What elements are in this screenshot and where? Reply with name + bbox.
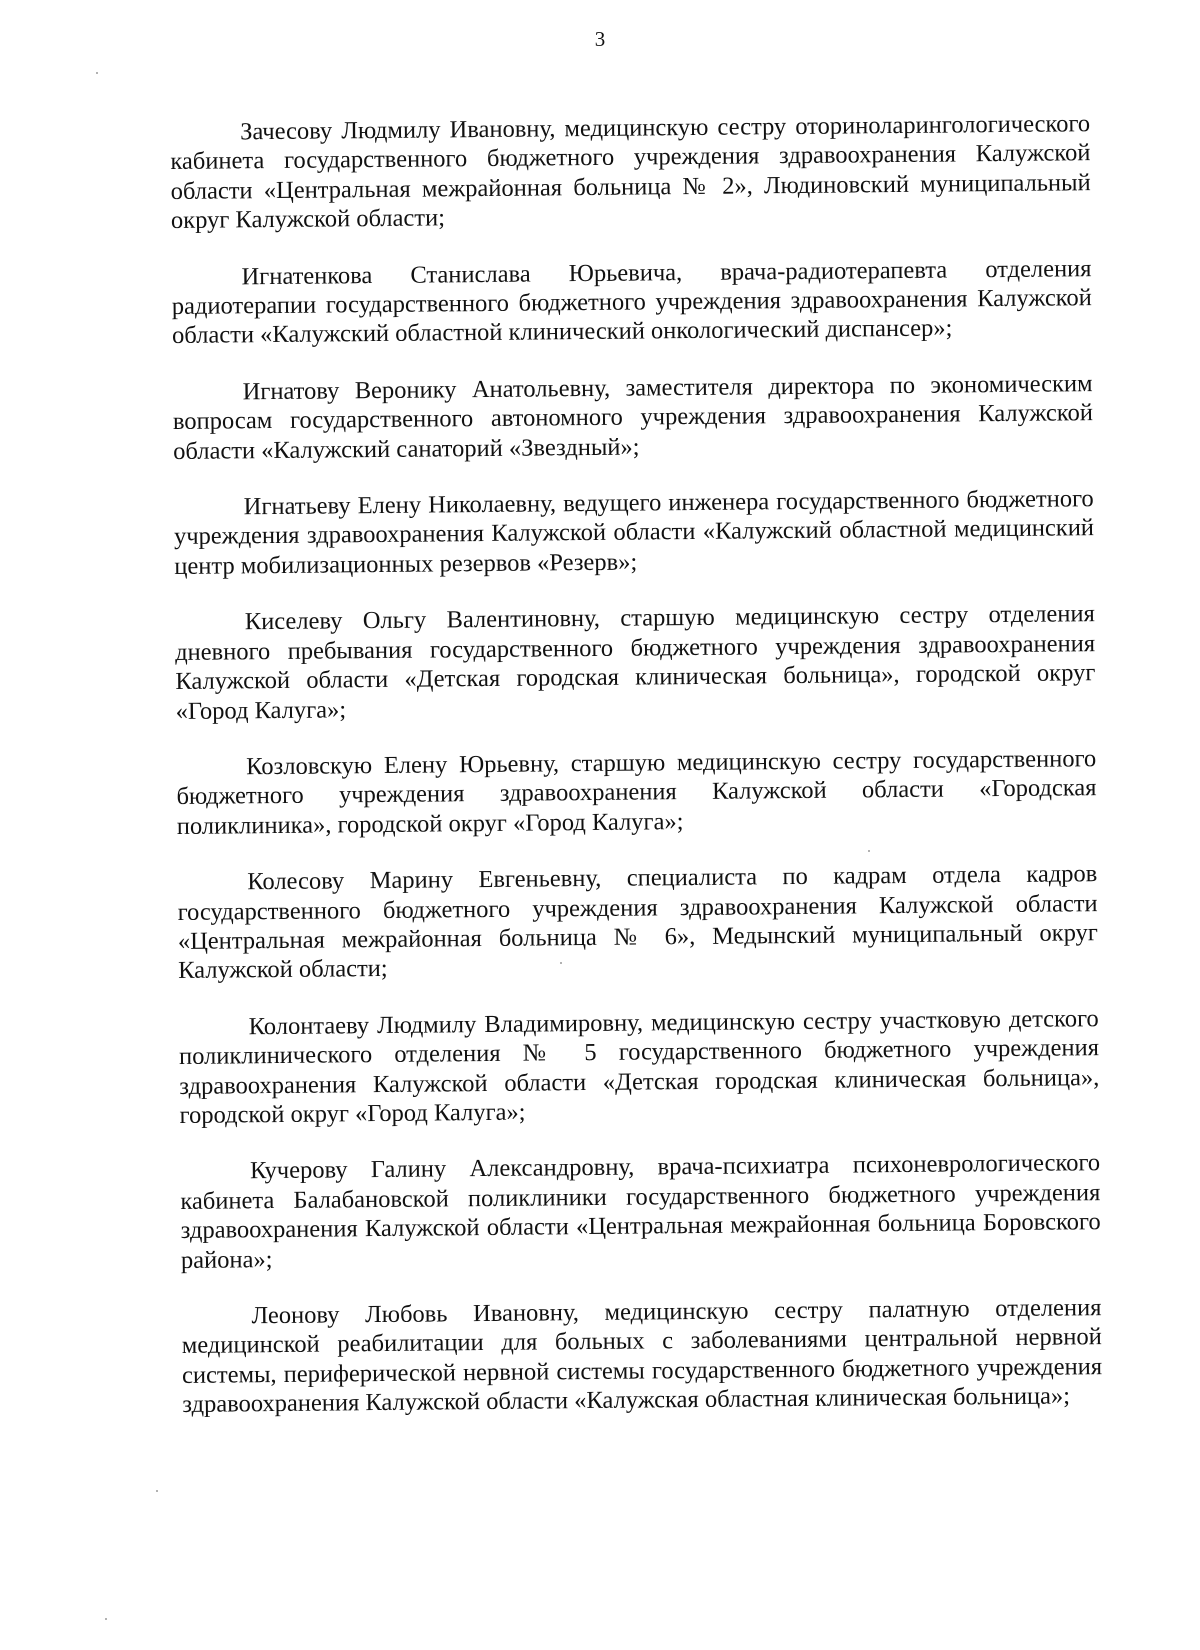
list-item: Кучерову Галину Александровну, врача-психиатра психоневрологического кабинета Балабановской поликлиники государственного бюджетного учреждения здравоохранения Калужской области «Центральная межрайонная больница Боровского района»;	[180, 1149, 1101, 1274]
list-item: Игнатову Веронику Анатольевну, заместителя директора по экономическим вопросам государственного автономного учреждения здравоохранения Калужской области «Калужский санаторий «Звездный»;	[172, 370, 1094, 465]
document-body	[170, 109, 1103, 1446]
list-item: Игнатьеву Елену Николаевну, ведущего инженера государственного бюджетного учреждения здравоохранения Калужской области «Калужский областной медицинский центр мобилизационных резервов «Резерв»;	[173, 485, 1095, 580]
list-item: Козловскую Елену Юрьевну, старшую медицинскую сестру государственного бюджетного учреждения здравоохранения Калужской области «Городская поликлиника», городской округ «Город Калуга»;	[176, 745, 1097, 840]
list-item: Зачесову Людмилу Ивановну, медицинскую сестру оториноларингологического кабинета государственного бюджетного учреждения здравоохранения Калужской области «Центральная межрайонная больница № 2», Людиновский муниципальный округ Калужской области;	[170, 110, 1091, 235]
scan-speck	[105, 1618, 107, 1620]
page-number: 3	[594, 27, 606, 51]
scan-speck	[96, 72, 98, 74]
list-item: Игнатенкова Станислава Юрьевича, врача-радиотерапевта отделения радиотерапии государственного бюджетного учреждения здравоохранения Калужской области «Калужский областной клинический онкологический диспансер»;	[171, 254, 1092, 350]
list-item: Киселеву Ольгу Валентиновну, старшую медицинскую сестру отделения дневного пребывания государственного бюджетного учреждения здравоохранения Калужской области «Детская городская клиническая больница», городской округ «Город Калуга»;	[174, 600, 1096, 725]
scan-speck	[868, 850, 870, 852]
list-item: Леонову Любовь Ивановну, медицинскую сестру палатную отделения медицинской реабилитации для больных с заболеваниями центральной нервной системы, периферической нервной системы государственного бюджетного учреждения здравоохранения Калужской области «Калужская областная клиническая больница»;	[181, 1294, 1103, 1419]
list-item: Колесову Марину Евгеньевну, специалиста по кадрам отдела кадров государственного бюджетного учреждения здравоохранения Калужской области «Центральная межрайонная больница № 6», Медынский муниципальный округ Калужской области;	[177, 860, 1098, 985]
scan-speck	[560, 962, 562, 964]
list-item: Колонтаеву Людмилу Владимировну, медицинскую сестру участковую детского поликлинического отделения № 5 государственного бюджетного учреждения здравоохранения Калужской области «Детская городская клиническая больница», городской округ «Город Калуга»;	[178, 1004, 1100, 1129]
scan-speck	[156, 1490, 158, 1492]
